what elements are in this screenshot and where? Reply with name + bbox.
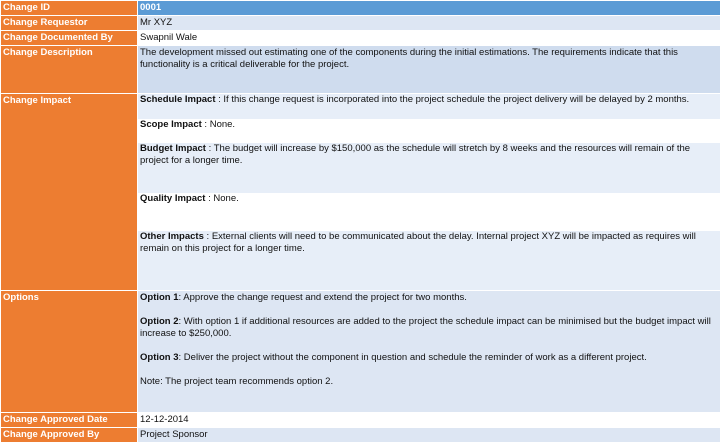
options-note: Note: The project team recommends option 2.	[140, 376, 718, 388]
requestor-value: Mr XYZ	[138, 16, 720, 31]
row-requestor	[1, 16, 720, 31]
budget-impact-text: The budget will increase by $150,000 as the schedule will stretch by 8 weeks and the resources will remain of the project for a longer time.	[140, 143, 690, 166]
option-2-key: Option 2	[140, 316, 179, 327]
requestor-label: Change Requestor	[1, 16, 138, 31]
schedule-impact-key: Schedule Impact	[140, 94, 216, 105]
quality-impact-block	[138, 193, 720, 231]
description-value: The development missed out estimating one of the components during the initial estimations. The requirements indicate that this functionality is a critical deliverable for the project.	[138, 46, 720, 94]
quality-impact-text: None.	[213, 193, 238, 204]
row-approved-date	[1, 413, 720, 428]
row-approved-by	[1, 428, 720, 443]
other-impacts-text: External clients will need to be communicated about the delay. Internal project XYZ will be impacted as requires will remain on this project for a longer time.	[140, 231, 696, 254]
scope-impact-sep: :	[202, 119, 210, 130]
budget-impact-sep: :	[206, 143, 214, 154]
description-label: Change Description	[1, 46, 138, 94]
scope-impact-key: Scope Impact	[140, 119, 202, 130]
approved-by-label: Change Approved By	[1, 428, 138, 443]
other-impacts-block	[138, 231, 720, 290]
scope-impact-block	[138, 119, 720, 143]
other-impacts-key: Other Impacts	[140, 231, 204, 242]
row-options	[1, 291, 720, 413]
other-impacts-sep: :	[204, 231, 212, 242]
row-change-id	[1, 1, 720, 16]
schedule-impact-sep: :	[216, 94, 224, 105]
impact-label: Change Impact	[1, 94, 138, 291]
scope-impact-text: None.	[210, 119, 235, 130]
quality-impact-key: Quality Impact	[140, 193, 205, 204]
quality-impact-sep: :	[205, 193, 213, 204]
approved-date-label: Change Approved Date	[1, 413, 138, 428]
schedule-impact-block	[138, 94, 720, 119]
documented-by-label: Change Documented By	[1, 31, 138, 46]
row-impact	[1, 94, 720, 291]
budget-impact-key: Budget Impact	[140, 143, 206, 154]
row-documented-by	[1, 31, 720, 46]
option-3	[140, 352, 718, 376]
documented-by-value: Swapnil Wale	[138, 31, 720, 46]
option-2-text: : With option 1 if additional resources are added to the project the schedule impact can be minimised but the budget impact will increase to $250,000.	[140, 316, 711, 339]
option-1-key: Option 1	[140, 292, 179, 303]
budget-impact-block	[138, 143, 720, 193]
schedule-impact-text: If this change request is incorporated into the project schedule the project delivery will be delayed by 2 months.	[223, 94, 689, 105]
options-value	[138, 291, 720, 413]
row-description	[1, 46, 720, 94]
option-1	[140, 292, 718, 316]
approved-by-value: Project Sponsor	[138, 428, 720, 443]
change-id-value: 0001	[138, 1, 720, 16]
options-label: Options	[1, 291, 138, 413]
option-3-key: Option 3	[140, 352, 179, 363]
impact-value	[138, 94, 720, 291]
option-2	[140, 316, 718, 352]
option-1-text: : Approve the change request and extend the project for two months.	[179, 292, 467, 303]
change-id-label: Change ID	[1, 1, 138, 16]
option-3-text: : Deliver the project without the component in question and schedule the reminder of work as a different project.	[179, 352, 647, 363]
approved-date-value: 12-12-2014	[138, 413, 720, 428]
